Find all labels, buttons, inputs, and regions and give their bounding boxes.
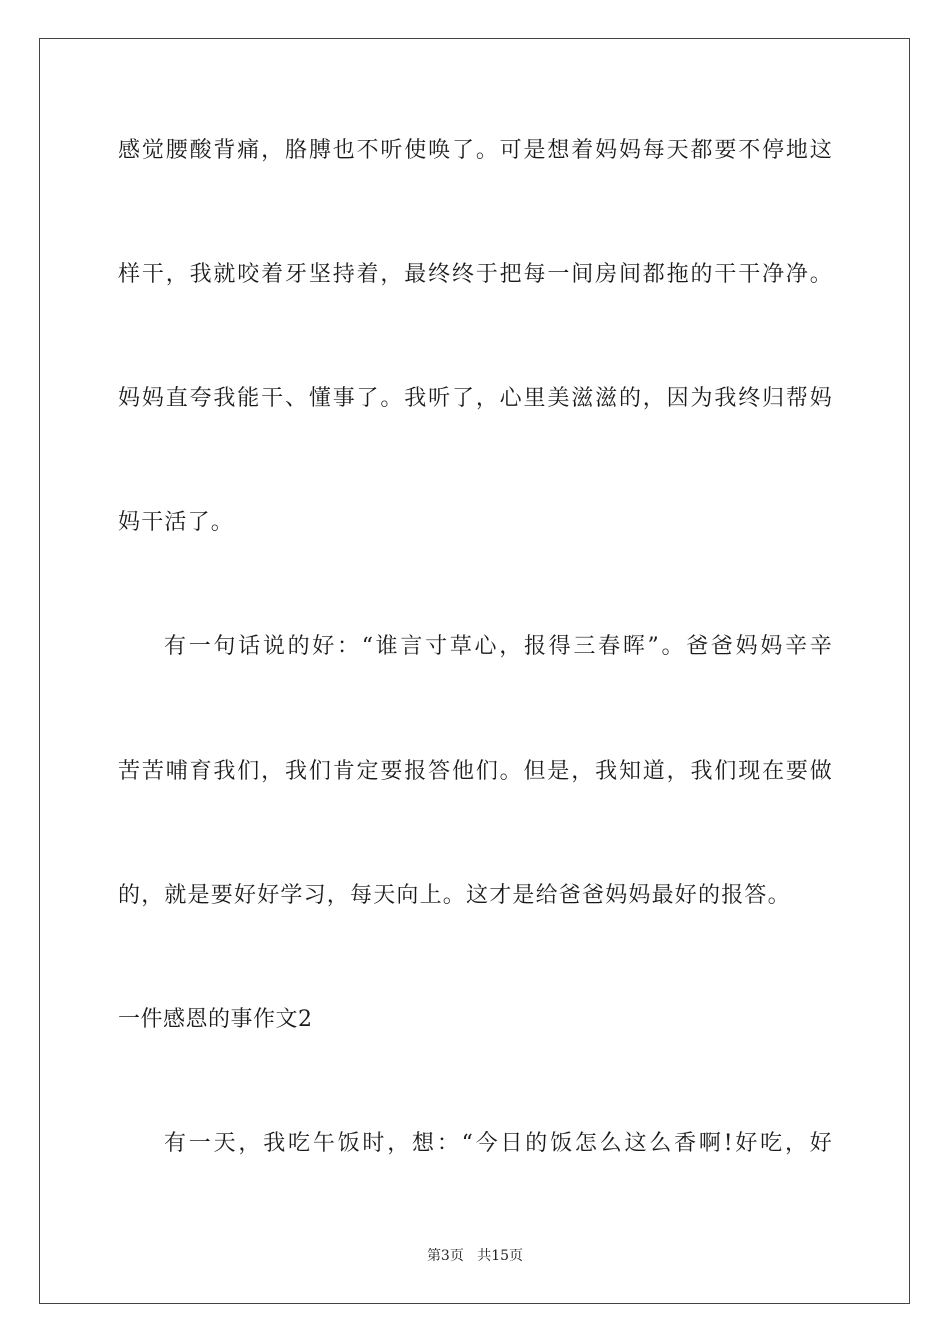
paragraph-line-8: 有一天，我吃午饭时，想：“今日的饭怎么这么香啊!好吃，好 xyxy=(164,1131,833,1156)
paragraph-line-3: 妈妈直夸我能干、懂事了。我听了，心里美滋滋的，因为我终归帮妈 xyxy=(118,386,833,411)
page-border xyxy=(39,38,910,1304)
paragraph-line-2: 样干，我就咬着牙坚持着，最终终于把每一间房间都拖的干干净净。 xyxy=(118,262,833,287)
page-total: 共15页 xyxy=(477,1248,524,1264)
paragraph-line-5: 有一句话说的好：“谁言寸草心，报得三春晖”。爸爸妈妈辛辛 xyxy=(164,634,833,659)
paragraph-line-4: 妈干活了。 xyxy=(118,510,235,535)
paragraph-line-1: 感觉腰酸背痛，胳膊也不听使唤了。可是想着妈妈每天都要不停地这 xyxy=(118,138,833,163)
page-number: 第3页 xyxy=(426,1248,464,1264)
section-heading: 一件感恩的事作文2 xyxy=(118,1007,313,1032)
page-footer xyxy=(0,1246,950,1266)
paragraph-line-6: 苦苦哺育我们，我们肯定要报答他们。但是，我知道，我们现在要做 xyxy=(118,759,833,784)
paragraph-line-7: 的，就是要好好学习，每天向上。这才是给爸爸妈妈最好的报答。 xyxy=(118,883,791,908)
